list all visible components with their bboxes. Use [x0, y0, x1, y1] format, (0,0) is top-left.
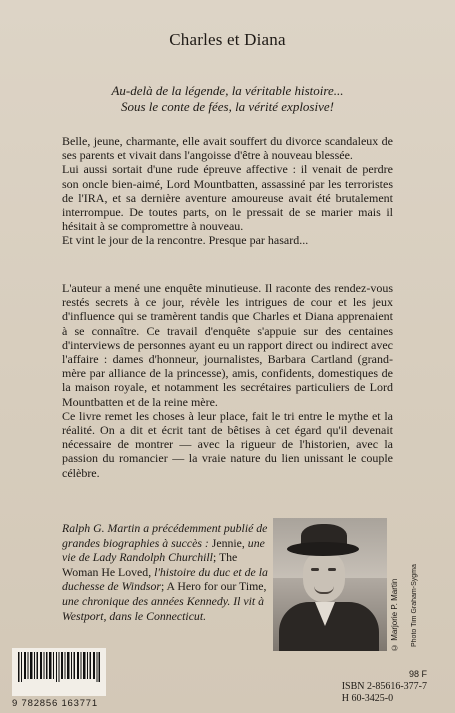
bio-intro: Ralph G. Martin a précédemment publié de grandes biographies à succès :: [62, 521, 268, 550]
bio-subtitle-jennie: une vie de Lady Randolph Churchill: [62, 535, 265, 565]
barcode-number: 9 782856 163771: [12, 698, 98, 709]
synopsis-paragraph: Lui aussi sortait d'une rude épreuve affective : il venait de perdre son oncle bien-aimé, Lord Mountbatten, assassiné par les terroristes de l'IRA, et sa dernière aventure amoureuse avait été brutalement interrompue. De toutes parts, on le pressait de se marier mais il hésitait à se compromettre à nouveau.: [62, 162, 393, 234]
tagline-line-2: Sous le conte de fées, la vérité explosive!: [121, 99, 334, 114]
investigation-block: [62, 281, 393, 480]
bio-title-woman: ; The Woman He Loved,: [62, 550, 238, 579]
barcode-icon: [12, 648, 106, 696]
bio-title-hero: ; A Hero for our Time,: [160, 579, 267, 594]
investigation-paragraph: Ce livre remet les choses à leur place, fait le tri entre le mythe et la réalité. On a dit et écrit tant de bêtises à cet égard qu'il devenait nécessaire de montrer — avec la rigueur de l'historien, avec la passion du romancier — la vraie nature du lien unissant le couple célèbre.: [62, 408, 393, 480]
book-title: Charles et Diana: [169, 30, 286, 49]
tagline: [0, 83, 455, 115]
isbn: ISBN 2-85616-377-7: [341, 681, 427, 692]
isbn-block: [342, 681, 427, 705]
price: 98 F: [408, 669, 427, 679]
cover-photo-credit: Photo Tim Graham-Sygma: [411, 564, 418, 647]
author-bio: [62, 521, 270, 623]
author-portrait-image: [273, 518, 387, 651]
author-photo-credit: © Marjorie P. Martin: [390, 578, 399, 652]
tagline-line-1: Au-delà de la légende, la véritable histoire...: [111, 83, 344, 98]
bio-subtitle-hero: une chronique des années Kennedy. Il vit à Westport, dans le Connecticut.: [62, 593, 265, 623]
synopsis-paragraph: Et vint le jour de la rencontre. Presque par hasard...: [62, 233, 309, 248]
product-code: H 60-3425-0: [341, 693, 394, 704]
barcode-bars: [18, 652, 100, 682]
synopsis-block: [62, 134, 393, 248]
bio-subtitle-woman: l'histoire du duc et de la duchesse de Windsor: [62, 564, 268, 594]
investigation-paragraph: L'auteur a mené une enquête minutieuse. Il raconte des rendez-vous restés secrets à ce jour, révèle les intrigues de cour et les jeux d'influence qui se tramèrent tandis que Charles et Diana apprenaient à se connaître. Ce travail d'enquête s'appuie sur des centaines d'interviews de personnes ayant eu un rapport direct ou indirect avec l'affaire : dames d'honneur, journalistes, Barbara Cartland (grand-mère par alliance de la princesse), amis, confidents, domestiques de la maison royale, et notamment les secrétaires particuliers de Lord Mountbatten et de la reine mère.: [62, 281, 393, 409]
bio-title-jennie: Jennie,: [211, 535, 245, 550]
synopsis-paragraph: Belle, jeune, charmante, elle avait souffert du divorce scandaleux de ses parents et vivait dans l'angoisse d'être à nouveau blessée.: [62, 134, 393, 163]
